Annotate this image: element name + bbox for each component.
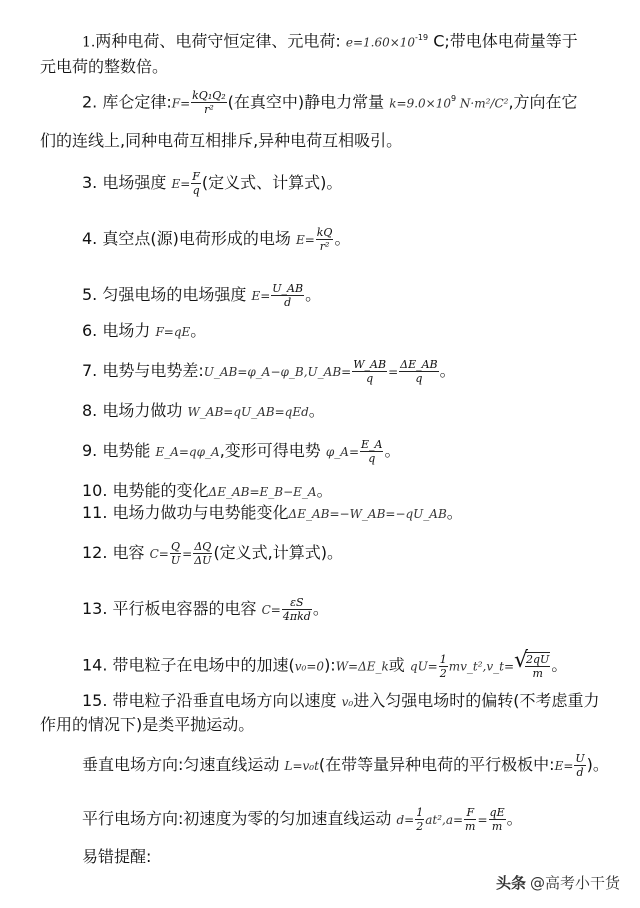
- error-tip-heading: 易错提醒:: [82, 847, 152, 866]
- item-1-cont: 元电荷的整数倍。: [40, 57, 169, 76]
- item-1: 1.两种电荷、电荷守恒定律、元电荷: $e=1.60\times 10^{-19}$ C;带电体电荷量等于: [82, 31, 578, 51]
- uniform-field-fraction: $\frac{U\_AB}{d}$: [272, 282, 304, 309]
- point-charge-fraction: $\frac{kQ}{\text{r²}}$: [316, 226, 333, 253]
- item-2-cont: 们的连线上,同种电荷互相排斥,异种电荷互相吸引。: [40, 131, 403, 150]
- item-10: 10. 电势能的变化ΔE_AB=E_B−E_A。: [82, 481, 333, 500]
- capacitance-fraction-2: $\frac{\Delta Q}{\Delta U}$: [194, 540, 212, 567]
- potential-energy-fraction: $\frac{E\_A}{q}$: [361, 438, 383, 465]
- item-8: 8. 电场力做功 W_AB=qU_AB=qEd。: [82, 401, 325, 420]
- item-6: 6. 电场力 F=qE。: [82, 321, 207, 340]
- item-5: 5. 匀强电场的电场强度 E= $\frac{U\_AB}{d}$ 。: [82, 282, 322, 309]
- potential-fraction-2: $\frac{\Delta E\_AB}{q}$: [400, 358, 438, 385]
- parallel-direction: 平行电场方向:初速度为零的匀加速直线运动 d= $\frac{1}{2}$ at²,a= $\frac{F}{m}$ = $\frac{qE}{m}$ 。: [82, 806, 523, 833]
- watermark-logo: 头条: [495, 874, 526, 892]
- item-14: 14. 带电粒子在电场中的加速(v₀=0):W=ΔE_k或 qU= $\frac{1}{2}$ mv_t²,v_t= √ $\frac{2qU}{m}$ 。: [82, 652, 567, 680]
- half-fraction: $\frac{1}{2}$: [439, 652, 447, 680]
- plate-capacitance-fraction: $\frac{\varepsilon S}{\text{4πkd}}$: [282, 596, 311, 623]
- item-11: 11. 电场力做功与电势能变化ΔE_AB=−W_AB=−qU_AB。: [82, 503, 463, 522]
- vertical-direction: 垂直电场方向:匀速直线运动 L=v₀t(在带等量异种电荷的平行极板中:E= $\frac{U}{d}$ )。: [82, 752, 609, 779]
- potential-fraction-1: $\frac{W\_AB}{q}$: [353, 358, 387, 385]
- sqrt-velocity: √ $\frac{2qU}{m}$: [514, 652, 551, 680]
- item-12: 12. 电容 C= $\frac{Q}{U}$ = $\frac{\Delta Q}{\Delta U}$ (定义式,计算式)。: [82, 540, 344, 567]
- item-15: 15. 带电粒子沿垂直电场方向以速度 v₀进入匀强电场时的偏转(不考虑重力: [82, 691, 600, 710]
- field-ud-fraction: $\frac{U}{d}$: [575, 752, 585, 779]
- coulomb-fraction: $\frac{\text{kQ₁Q₂}}{\text{r²}}$: [192, 89, 226, 117]
- item-13: 13. 平行板电容器的电容 C= $\frac{\varepsilon S}{\text{4πkd}}$ 。: [82, 596, 329, 623]
- item-9: 9. 电势能 E_A=qφ_A,变形可得电势 φ_A= $\frac{E\_A}{q}$ 。: [82, 438, 401, 465]
- item-7: 7. 电势与电势差:U_AB=φ_A−φ_B,U_AB= $\frac{W\_AB}{q}$ = $\frac{\Delta E\_AB}{q}$ 。: [82, 358, 456, 385]
- item-4: 4. 真空点(源)电荷形成的电场 E= $\frac{kQ}{\text{r²}}$ 。: [82, 226, 351, 253]
- item-3: 3. 电场强度 E= $\frac{F}{q}$ (定义式、计算式)。: [82, 170, 343, 197]
- field-fraction: $\frac{F}{q}$: [192, 170, 200, 197]
- watermark: [496, 872, 620, 893]
- item-15-cont: 作用的情况下)是类平抛运动。: [40, 715, 255, 734]
- acc-fraction-2: $\frac{qE}{m}$: [489, 806, 505, 833]
- half-fraction-2: $\frac{1}{2}$: [416, 806, 424, 833]
- item-2: 2. 库仑定律:F= $\frac{\text{kQ₁Q₂}}{\text{r²}}$ (在真空中)静电力常量 $k=9.0\times 10^9$ N·m²/C²,方向在它: [82, 89, 578, 117]
- acc-fraction-1: $\frac{F}{m}$: [465, 806, 476, 833]
- capacitance-fraction-1: $\frac{Q}{U}$: [170, 540, 181, 567]
- watermark-text: @高考小干货: [529, 874, 620, 892]
